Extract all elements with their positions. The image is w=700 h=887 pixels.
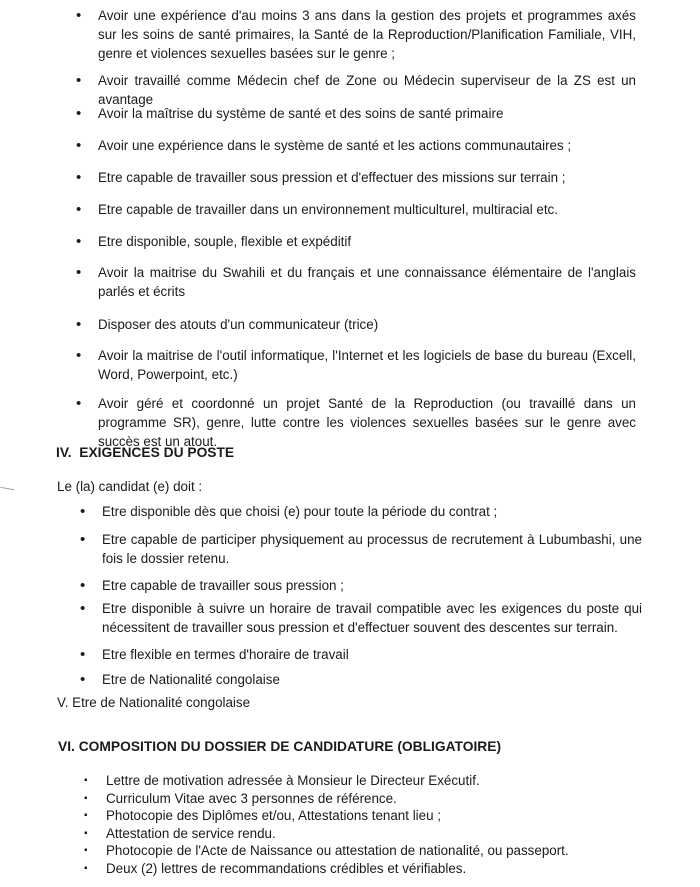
section-five-text: V. Etre de Nationalité congolaise xyxy=(57,695,251,710)
list-item xyxy=(76,168,636,187)
square-bullet-icon: ▪ xyxy=(84,793,88,804)
list-item-text: Etre capable de travailler dans un environnement multiculturel, multiracial etc. xyxy=(98,202,558,217)
list-item-text: Etre disponible, souple, flexible et expéditif xyxy=(98,234,352,249)
list-item-text: Etre de Nationalité congolaise xyxy=(102,672,280,687)
bullet-icon: • xyxy=(76,105,82,122)
list-item-text: Etre capable de participer physiquement au processus de recrutement à Lubumbashi, une fois le dossier retenu. xyxy=(102,532,642,566)
square-bullet-icon: ▪ xyxy=(84,845,88,856)
bullet-icon: • xyxy=(80,600,86,617)
list-item-text: Avoir la maitrise du Swahili et du français et une connaissance élémentaire de l'anglais parlés et écrits xyxy=(98,265,636,299)
list-item xyxy=(84,825,604,842)
list-item xyxy=(80,530,642,568)
list-item-text: Etre capable de travailler sous pression ; xyxy=(102,578,344,593)
list-item xyxy=(80,502,642,521)
list-item-text: Attestation de service rendu. xyxy=(106,826,276,841)
section-heading: IV. EXIGENCES DU POSTE xyxy=(56,445,235,460)
list-item xyxy=(76,6,636,63)
bullet-icon: • xyxy=(76,264,82,281)
bullet-icon: • xyxy=(76,316,82,333)
bullet-icon: • xyxy=(76,72,82,89)
square-bullet-icon: ▪ xyxy=(84,775,88,786)
square-bullet-icon: ▪ xyxy=(84,863,88,874)
list-item-text: Avoir la maitrise de l'outil informatique, l'Internet et les logiciels de base du bureau (Excell, Word, Powerpoint, etc.) xyxy=(98,348,636,382)
list-item xyxy=(80,645,642,664)
list-item xyxy=(76,394,636,451)
list-item xyxy=(76,263,636,301)
list-item xyxy=(76,136,636,155)
bullet-icon: • xyxy=(80,577,86,594)
square-bullet-icon: ▪ xyxy=(84,828,88,839)
bullet-icon: • xyxy=(80,503,86,520)
list-item xyxy=(76,346,636,384)
bullet-icon: • xyxy=(80,646,86,663)
bullet-icon: • xyxy=(80,531,86,548)
list-item-text: Lettre de motivation adressée à Monsieur le Directeur Exécutif. xyxy=(106,773,480,788)
list-item xyxy=(84,790,604,807)
list-item xyxy=(84,772,604,789)
bullet-icon: • xyxy=(76,169,82,186)
list-item-text: Avoir une expérience d'au moins 3 ans dans la gestion des projets et programmes axés sur les soins de santé primaires, la Santé de la Reproduction/Planification Familiale, VIH, genre et violences sexuelles basées sur le genre ; xyxy=(98,8,636,61)
bullet-icon: • xyxy=(76,395,82,412)
list-item xyxy=(80,670,642,689)
bullet-icon: • xyxy=(76,233,82,250)
list-item xyxy=(80,576,642,595)
scan-artifact xyxy=(0,487,14,493)
bullet-icon: • xyxy=(80,671,86,688)
list-item-text: Avoir travaillé comme Médecin chef de Zone ou Médecin superviseur de la ZS est un avantage xyxy=(98,73,636,107)
bullet-icon: • xyxy=(76,7,82,24)
list-item xyxy=(76,200,636,219)
bullet-icon: • xyxy=(76,137,82,154)
list-item xyxy=(76,232,636,251)
list-item-text: Etre disponible dès que choisi (e) pour toute la période du contrat ; xyxy=(102,504,498,519)
list-item-text: Etre disponible à suivre un horaire de travail compatible avec les exigences du poste qui nécessitent de travailler sous pression et d'effectuer souvent des descentes sur terrain. xyxy=(102,601,642,635)
list-item xyxy=(84,807,604,824)
list-item xyxy=(84,842,604,859)
list-item-text: Photocopie des Diplômes et/ou, Attestations tenant lieu ; xyxy=(106,808,441,823)
list-item-text: Deux (2) lettres de recommandations crédibles et vérifiables. xyxy=(106,861,467,876)
list-item-text: Disposer des atouts d'un communicateur (trice) xyxy=(98,317,379,332)
square-bullet-icon: ▪ xyxy=(84,810,88,821)
section-intro: Le (la) candidat (e) doit : xyxy=(57,479,203,494)
bullet-icon: • xyxy=(76,347,82,364)
list-item-text: Avoir une expérience dans le système de santé et les actions communautaires ; xyxy=(98,138,572,153)
list-item-text: Avoir géré et coordonné un projet Santé de la Reproduction (ou travaillé dans un programme SR), genre, lutte contre les violences sexuelles basées sur le genre avec succès est un atout. xyxy=(98,396,636,449)
list-item-text: Etre capable de travailler sous pression et d'effectuer des missions sur terrain ; xyxy=(98,170,566,185)
list-item-text: Curriculum Vitae avec 3 personnes de référence. xyxy=(106,791,397,806)
list-item xyxy=(84,860,604,877)
list-item xyxy=(80,599,642,637)
list-item xyxy=(76,315,636,334)
list-item-text: Photocopie de l'Acte de Naissance ou attestation de nationalité, ou passeport. xyxy=(106,843,569,858)
section-heading: VI. COMPOSITION DU DOSSIER DE CANDIDATURE (OBLIGATOIRE) xyxy=(58,739,502,754)
list-item-text: Avoir la maîtrise du système de santé et des soins de santé primaire xyxy=(98,106,504,121)
bullet-icon: • xyxy=(76,201,82,218)
list-item xyxy=(76,104,636,123)
list-item-text: Etre flexible en termes d'horaire de travail xyxy=(102,647,349,662)
